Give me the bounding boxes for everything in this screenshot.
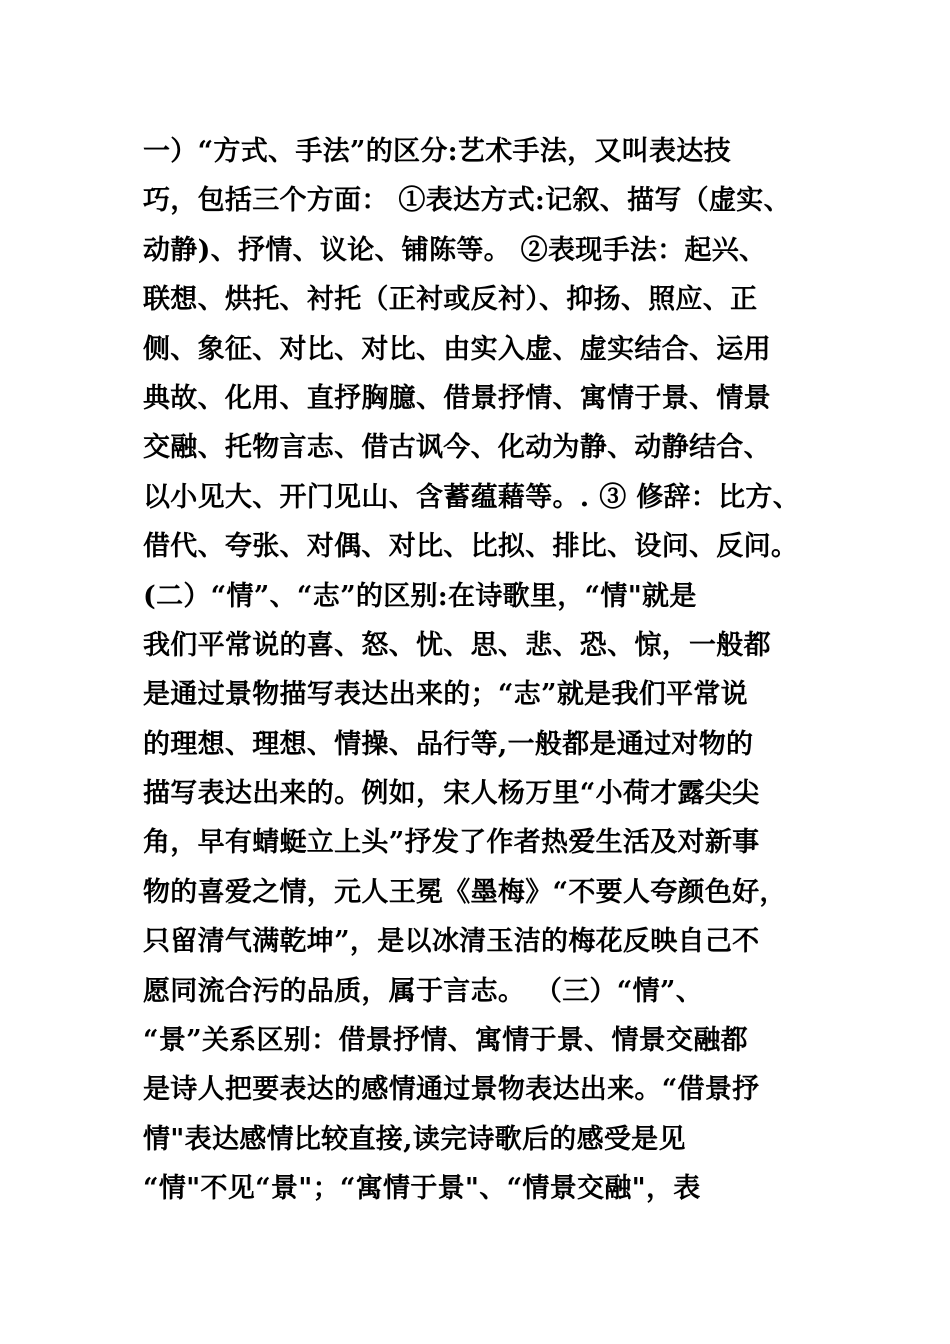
text-line-15: 角，早有蜻蜓立上头”抒发了作者热爱生活及对新事 [143,827,760,859]
text-line-1: 一）“方式、手法”的区分:艺术手法，又叫表达技 [143,136,731,167]
text-line-17: 只留清气满乾坤”，是以冰清玉洁的梅花反映自己不 [143,926,760,958]
text-line-20: 是诗人把要表达的感情通过景物表达出来。“借景抒 [143,1074,760,1106]
text-line-2: 巧，包括三个方面： ①表达方式:记叙、描写（虚实、 [143,185,791,217]
text-line-21: 情"表达感情比较直接,读完诗歌后的感受是见 [143,1123,686,1155]
text-line-22: “情"不见“景"；“寓情于景"、“情景交融"，表 [143,1173,701,1205]
text-line-18: 愿同流合污的品质，属于言志。 （三）“情”、 [143,975,704,1007]
text-line-9: 借代、夸张、对偶、对比、比拟、排比、设问、反问。 [143,531,799,563]
text-line-6: 典故、化用、直抒胸臆、借景抒情、寓情于景、情景 [143,382,771,414]
body-text [143,127,843,1214]
text-line-14: 描写表达出来的。例如，宋人杨万里“小荷才露尖尖 [143,778,760,810]
text-line-13: 的理想、理想、情操、品行等,一般都是通过对物的 [143,728,754,760]
text-line-19: “景”关系区别：借景抒情、寓情于景、情景交融都 [143,1025,748,1057]
text-line-16: 物的喜爱之情，元人王冕《墨梅》“不要人夸颜色好， [143,876,787,908]
text-line-10: (二）“情”、“志”的区别:在诗歌里，“情"就是 [143,580,697,612]
text-line-3: 动静)、抒情、议论、铺陈等。 ②表现手法：起兴、 [143,234,767,266]
text-line-8: 以小见大、开门见山、含蓄蕴藉等。. ③ 修辞：比方、 [143,481,800,513]
text-line-4: 联想、烘托、衬托（正衬或反衬）、抑扬、照应、正 [143,284,758,316]
text-line-7: 交融、托物言志、借古讽今、化动为静、动静结合、 [143,432,771,464]
text-line-11: 我们平常说的喜、怒、忧、思、悲、恐、惊，一般都 [143,629,771,661]
text-line-12: 是通过景物描写表达出来的；“志”就是我们平常说 [143,679,748,711]
text-line-5: 侧、象征、对比、对比、由实入虚、虚实结合、运用 [143,333,771,365]
